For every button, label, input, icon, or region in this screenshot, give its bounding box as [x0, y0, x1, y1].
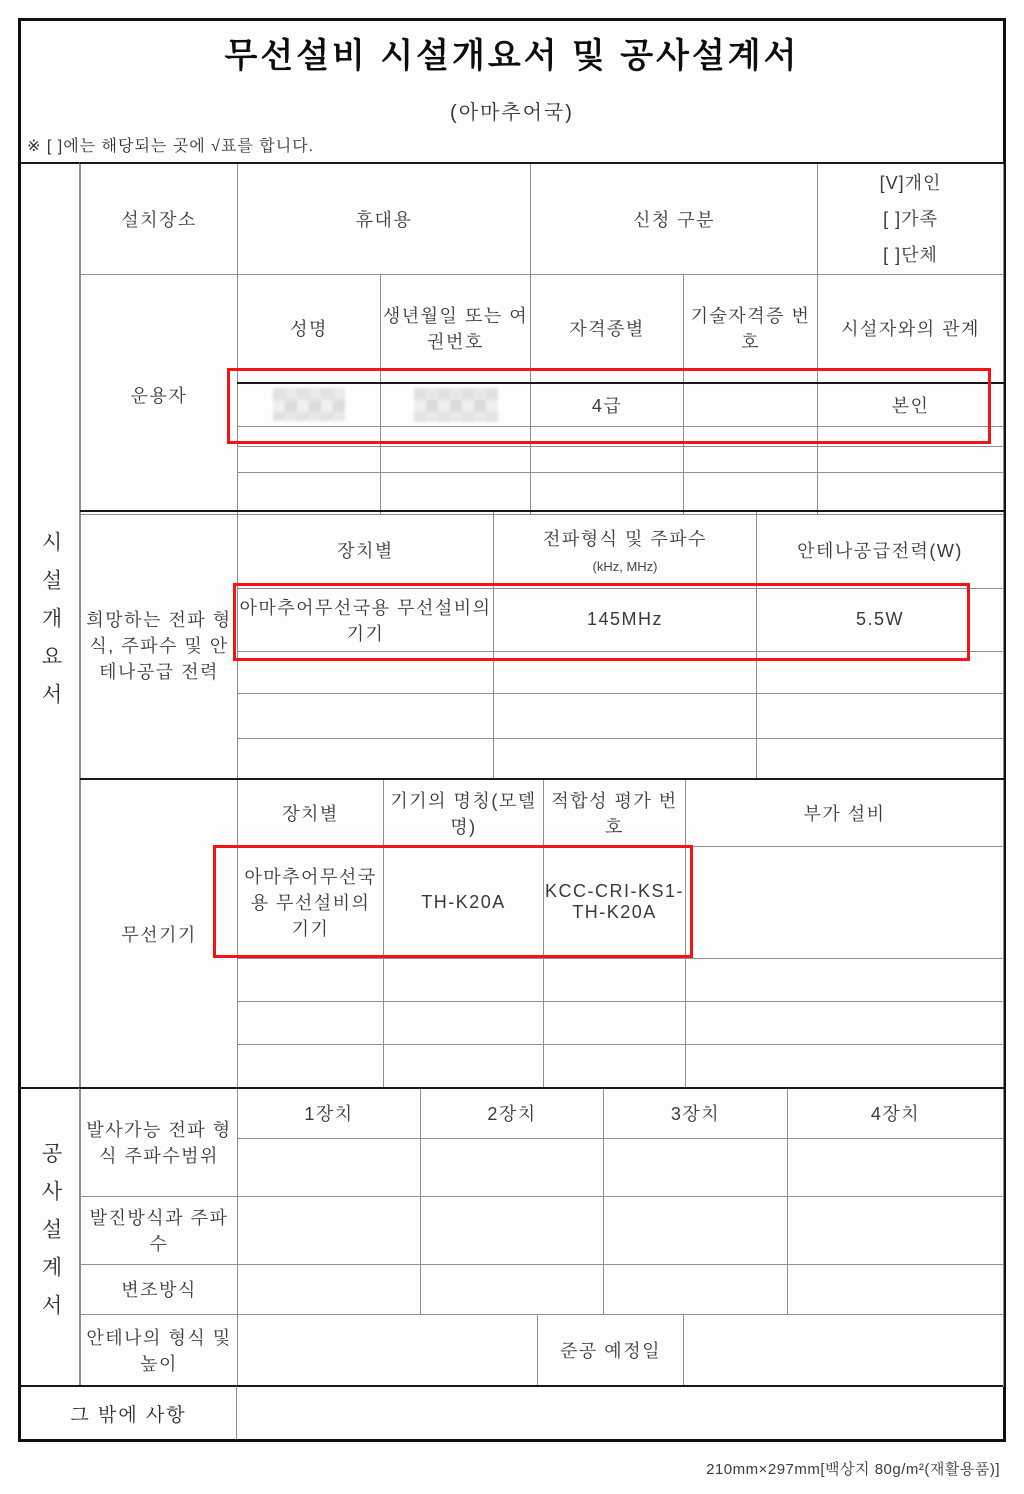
empty-cell — [238, 1314, 538, 1386]
empty-cell — [604, 1264, 788, 1314]
application-option-family: [ ]가족 — [883, 209, 938, 229]
completion-date-value — [684, 1314, 1004, 1386]
operator-header-birth: 생년월일 또는 여권번호 — [381, 275, 531, 383]
checkmark-note: ※ [ ]에는 해당되는 곳에 √표를 합니다. — [27, 138, 315, 155]
form-subtitle: (아마추어국) — [450, 102, 574, 124]
empty-cell — [238, 693, 494, 738]
empty-cell — [238, 473, 381, 515]
table-row — [81, 1314, 1004, 1386]
operator-header-certno: 기술자격증 번호 — [684, 275, 818, 383]
empty-cell — [421, 1138, 604, 1196]
empty-cell — [384, 1001, 544, 1044]
empty-cell — [788, 1196, 1004, 1264]
empty-cell — [686, 1001, 1004, 1044]
oscillation-label: 발진방식과 주파수 — [81, 1196, 238, 1264]
empty-cell — [384, 958, 544, 1001]
completion-date-label: 준공 예정일 — [538, 1314, 684, 1386]
empty-cell — [421, 1264, 604, 1314]
empty-cell — [238, 738, 494, 779]
table-construction-section — [80, 1087, 1004, 1387]
operator-relation-value: 본인 — [818, 383, 1004, 427]
table-row — [81, 1196, 1004, 1264]
modulation-label: 변조방식 — [81, 1264, 238, 1314]
empty-cell — [818, 473, 1004, 515]
desired-header-power: 안테나공급전력(W) — [757, 511, 1004, 588]
empty-cell — [381, 447, 531, 473]
equipment-cert-value: KCC-CRI-KS1-TH-K20A — [544, 846, 686, 958]
empty-cell — [544, 958, 686, 1001]
equipment-header-cert: 적합성 평가 번호 — [544, 779, 686, 846]
empty-cell — [818, 447, 1004, 473]
operator-label: 운용자 — [81, 275, 238, 515]
empty-cell — [788, 1138, 1004, 1196]
equipment-section-label: 무선기기 — [81, 779, 238, 1088]
operator-header-name: 성명 — [238, 275, 381, 383]
desired-header-wave-unit: (kHz, MHz) — [592, 559, 658, 575]
equipment-header-model: 기기의 명칭(모델명) — [384, 779, 544, 846]
empty-cell — [788, 1264, 1004, 1314]
desired-header-wave-text: 전파형식 및 주파수 — [542, 529, 708, 550]
side-label-overview-text: 시설개요서 — [39, 530, 62, 721]
table-row — [81, 779, 1004, 846]
emission-label: 발사가능 전파 형식 주파수범위 — [81, 1088, 238, 1196]
empty-cell — [494, 738, 757, 779]
table-row — [81, 1088, 1004, 1138]
empty-cell — [684, 447, 818, 473]
empty-cell — [238, 1001, 384, 1044]
empty-cell — [238, 1138, 421, 1196]
empty-cell — [757, 738, 1004, 779]
operator-header-relation: 시설자와의 관계 — [818, 275, 1004, 383]
empty-cell — [757, 693, 1004, 738]
application-option-individual: [V]개인 — [879, 173, 942, 193]
empty-cell — [421, 1196, 604, 1264]
empty-cell — [686, 958, 1004, 1001]
device-col-3: 3장치 — [604, 1088, 788, 1138]
highlight-equipment-row — [213, 845, 693, 958]
device-col-2: 2장치 — [421, 1088, 604, 1138]
application-type-label: 신청 구분 — [531, 163, 818, 275]
form-title: 무선설비 시설개요서 및 공사설계서 — [224, 37, 800, 75]
empty-cell — [604, 1196, 788, 1264]
empty-cell — [531, 473, 684, 515]
table-row — [81, 511, 1004, 588]
antenna-label: 안테나의 형식 및 높이 — [81, 1314, 238, 1386]
empty-cell — [494, 693, 757, 738]
equipment-device-value: 아마추어무선국용 무선설비의 기기 — [238, 846, 384, 958]
side-label-construction-text: 공사설계서 — [39, 1142, 62, 1332]
table-top-section — [80, 162, 1004, 515]
table-row — [81, 275, 1004, 383]
equipment-header-device: 장치별 — [238, 779, 384, 846]
empty-cell — [238, 447, 381, 473]
device-col-4: 4장치 — [788, 1088, 1004, 1138]
empty-cell — [531, 447, 684, 473]
install-place-value: 휴대용 — [238, 163, 531, 275]
application-option-group: [ ]단체 — [883, 245, 938, 265]
table-row — [81, 1264, 1004, 1314]
empty-cell — [381, 473, 531, 515]
paper-size-footer: 210mm×297mm[백상지 80g/m²(재활용품)] — [706, 1461, 1000, 1478]
device-col-1: 1장치 — [238, 1088, 421, 1138]
equipment-model-value: TH-K20A — [384, 846, 544, 958]
desired-device-value: 아마추어무선국용 무선설비의 기기 — [238, 588, 494, 651]
desired-header-device: 장치별 — [238, 511, 494, 588]
empty-cell — [684, 473, 818, 515]
side-label-construction — [21, 1087, 80, 1385]
empty-cell — [686, 1044, 1004, 1088]
empty-cell — [544, 1001, 686, 1044]
highlight-desired-row — [233, 583, 970, 661]
empty-cell — [238, 1264, 421, 1314]
empty-cell — [238, 958, 384, 1001]
other-items-label: 그 밖에 사항 — [21, 1385, 237, 1439]
side-label-overview — [21, 162, 80, 1087]
equipment-extra-value — [686, 846, 1004, 958]
table-row — [81, 163, 1004, 275]
operator-grade-value: 4급 — [531, 383, 684, 427]
other-items-value — [237, 1385, 1003, 1439]
operator-header-grade: 자격종별 — [531, 275, 684, 383]
install-place-label: 설치장소 — [81, 163, 238, 275]
empty-cell — [544, 1044, 686, 1088]
empty-cell — [604, 1138, 788, 1196]
desired-wave-value: 145MHz — [494, 588, 757, 651]
highlight-operator-row — [227, 368, 991, 444]
equipment-header-extra: 부가 설비 — [686, 779, 1004, 846]
empty-cell — [238, 1044, 384, 1088]
empty-cell — [238, 1196, 421, 1264]
desired-power-value: 5.5W — [757, 588, 1004, 651]
desired-section-label: 희망하는 전파 형식, 주파수 및 안테나공급 전력 — [81, 511, 238, 779]
empty-cell — [384, 1044, 544, 1088]
application-options-cell — [818, 163, 1004, 275]
desired-header-wave — [494, 511, 757, 588]
